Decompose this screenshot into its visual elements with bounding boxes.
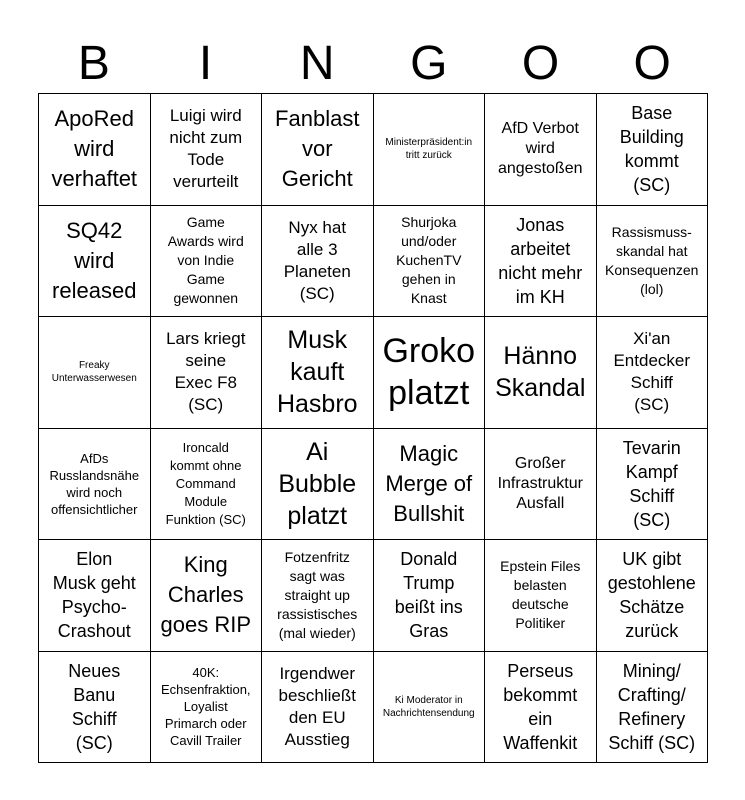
bingo-cell[interactable] [485,94,597,206]
header-letter-o: O [521,37,560,90]
bingo-cell[interactable] [597,317,709,429]
cell-text: Fotzenfritz sagt was straight up rassistisches (mal wieder) [277,548,358,641]
bingo-cell[interactable] [262,206,374,318]
cell-text: Mining/ Crafting/ Refinery Schiff (SC) [608,660,696,753]
cell-text: SQ42 wird released [52,217,137,303]
header-letter-n: N [299,37,335,90]
header-letter-o2: O [633,37,671,90]
cell-text: Elon Musk geht Psycho- Crashout [52,549,136,642]
bingo-cell[interactable] [151,94,263,206]
bingo-cell[interactable] [262,429,374,541]
cell-text: Neues Banu Schiff (SC) [68,660,121,753]
cell-text: Groko platzt [382,332,476,413]
cell-text: AfDs Russlandsnähe wird noch offensichtlicher [49,450,140,517]
bingo-cell[interactable] [151,540,263,652]
bingo-cell[interactable] [39,206,151,318]
bingo-cell[interactable] [151,206,263,318]
bingo-cell[interactable] [151,652,263,764]
bingo-cell[interactable] [39,652,151,764]
cell-text: Ironcald kommt ohne Command Module Funktion (SC) [165,439,246,527]
bingo-cell[interactable] [39,317,151,429]
bingo-cell[interactable] [597,540,709,652]
cell-text: Jonas arbeitet nicht mehr im KH [498,214,583,307]
bingo-cell[interactable] [39,94,151,206]
cell-text: AfD Verbot wird angestoßen [497,120,583,178]
cell-text: Lars kriegt seine Exec F8 (SC) [166,329,246,415]
cell-text: Irgendwer beschließt den EU Ausstieg [278,663,356,749]
bingo-cell[interactable] [485,652,597,764]
bingo-cell[interactable] [485,540,597,652]
cell-text: Musk kauft Hasbro [276,326,358,419]
cell-text: Großer Infrastruktur Ausfall [497,454,583,512]
cell-text: Xi'an Entdecker Schiff (SC) [613,329,691,415]
cell-text: Luigi wird nicht zum Tode verurteilt [169,106,243,192]
cell-text: Rassismuss- skandal hat Konsequenzen (lol) [605,223,699,297]
bingo-cell[interactable] [597,94,709,206]
cell-text: Game Awards wird von Indie Game gewonnen [167,214,244,307]
cell-text: Donald Trump beißt ins Gras [394,549,463,642]
cell-text: Ai Bubble platzt [278,437,357,530]
cell-text: King Charles goes RIP [160,552,251,638]
bingo-cell[interactable] [597,652,709,764]
cell-text: Ministerpräsident:in tritt zurück [385,137,473,162]
bingo-cell[interactable] [597,429,709,541]
bingo-cell[interactable] [374,652,486,764]
cell-text: Shurjoka und/oder KuchenTV gehen in Knast [396,214,462,307]
bingo-cell[interactable] [262,94,374,206]
bingo-cell[interactable] [485,429,597,541]
bingo-cell[interactable] [485,317,597,429]
cell-text: Ki Moderator in Nachrichtensendung [382,694,475,719]
header-letter-g: G [410,37,448,90]
cell-text: Nyx hat alle 3 Planeten (SC) [283,217,351,303]
bingo-cell[interactable] [151,429,263,541]
bingo-cell[interactable] [39,540,151,652]
bingo-cell[interactable] [262,652,374,764]
cell-text: Magic Merge of Bullshit [385,440,473,526]
cell-text: Fanblast vor Gericht [275,106,360,192]
cell-text: ApoRed wird verhaftet [51,106,138,192]
bingo-cell[interactable] [374,94,486,206]
cell-text: Freaky Unterwasserwesen [51,360,137,385]
bingo-board [38,93,708,763]
bingo-header [38,36,708,92]
bingo-cell[interactable] [151,317,263,429]
bingo-cell[interactable] [374,429,486,541]
bingo-cell[interactable] [262,540,374,652]
bingo-cell[interactable] [485,206,597,318]
bingo-cell[interactable] [597,206,709,318]
bingo-cell[interactable] [262,317,374,429]
cell-text: Perseus bekommt ein Waffenkit [503,660,578,753]
header-letter-b: B [77,37,110,90]
cell-text: Hänno Skandal [495,342,586,403]
cell-text: 40K: Echsenfraktion, Loyalist Primarch oder Cavill Trailer [160,665,251,749]
cell-text: Epstein Files belasten deutsche Politiker [500,558,581,632]
bingo-cell[interactable] [374,540,486,652]
bingo-cell[interactable] [374,317,486,429]
header-letter-i: I [198,37,213,90]
bingo-cell[interactable] [39,429,151,541]
cell-text: UK gibt gestohlene Schätze zurück [607,549,696,642]
cell-text: Tevarin Kampf Schiff (SC) [622,437,681,530]
bingo-cell[interactable] [374,206,486,318]
cell-text: Base Building kommt (SC) [619,103,684,196]
